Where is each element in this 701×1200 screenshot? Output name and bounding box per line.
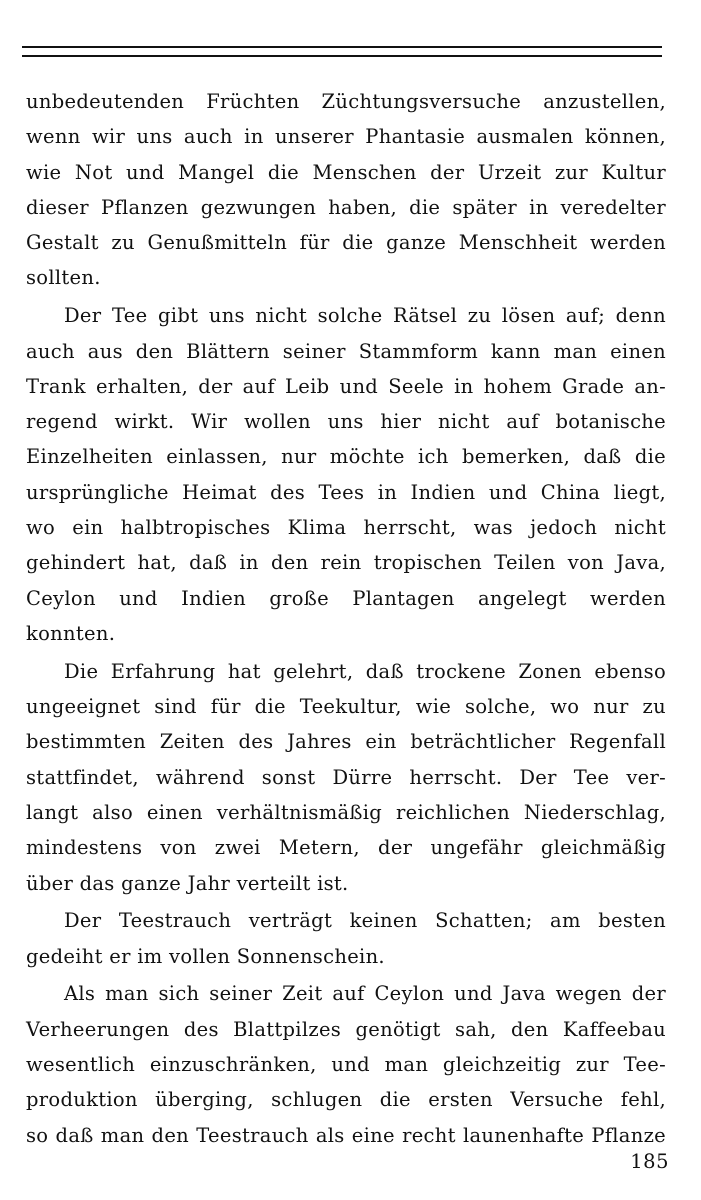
text-line: Ceylon und Indien große Plantagen angelegt werden — [26, 586, 666, 610]
text-line: produktion überging, schlugen die ersten Versuche fehl, — [26, 1088, 666, 1112]
header-rule-thin — [22, 55, 662, 57]
text-line: unbedeutenden Früchten Züchtungsversuche anzustellen, — [26, 90, 666, 113]
paragraph — [26, 84, 666, 296]
text-line: so daß man den Teestrauch als eine recht launenhafte Pflanze — [26, 1123, 666, 1147]
text-line: Verheerungen des Blattpilzes genötigt sah, den Kaffeebau — [26, 1017, 666, 1041]
text-line: Trank erhalten, der auf Leib und Seele in hohem Grade an- — [26, 374, 666, 398]
paragraph — [26, 976, 666, 1152]
text-line: wenn wir uns auch in unserer Phantasie ausmalen können, — [26, 125, 666, 149]
text-line: konnten. — [26, 621, 116, 645]
text-line: Die Erfahrung hat gelehrt, daß trockene Zonen ebenso — [64, 659, 666, 683]
text-line: wesentlich einzuschränken, und man gleichzeitig zur Tee- — [26, 1053, 666, 1077]
text-line: Der Tee gibt uns nicht solche Rätsel zu lösen auf; denn — [64, 304, 666, 328]
text-line: auch aus den Blättern seiner Stammform kann man einen — [26, 339, 666, 363]
text-line: ursprüngliche Heimat des Tees in Indien und China liegt, — [26, 480, 666, 504]
text-line: über das ganze Jahr verteilt ist. — [26, 871, 349, 895]
text-line: regend wirkt. Wir wollen uns hier nicht auf botanische — [26, 410, 666, 434]
text-line: bestimmten Zeiten des Jahres ein beträchtlicher Regenfall — [26, 730, 666, 754]
text-line: sollten. — [26, 266, 101, 290]
text-line: Der Teestrauch verträgt keinen Schatten; am besten — [64, 909, 666, 933]
text-line: ungeeignet sind für die Teekultur, wie solche, wo nur zu — [26, 695, 666, 719]
text-line: gehindert hat, daß in den rein tropischen Teilen von Java, — [26, 551, 666, 575]
paragraph — [26, 298, 666, 651]
paragraph — [26, 903, 666, 974]
text-line: wo ein halbtropisches Klima herrscht, was jedoch nicht — [26, 516, 666, 540]
text-line: mindestens von zwei Metern, der ungefähr gleichmäßig — [26, 836, 666, 860]
header-rule-thick — [22, 46, 662, 48]
text-line: stattfindet, während sonst Dürre herrscht. Der Tee ver- — [26, 765, 666, 789]
text-line: Gestalt zu Genußmitteln für die ganze Menschheit werden — [26, 231, 666, 255]
text-line: dieser Pflanzen gezwungen haben, die später in veredelter — [26, 195, 666, 219]
text-line: Als man sich seiner Zeit auf Ceylon und Java wegen der — [64, 982, 666, 1006]
text-line: langt also einen verhältnismäßig reichlichen Niederschlag, — [26, 800, 666, 824]
text-line: wie Not und Mangel die Menschen der Urzeit zur Kultur — [26, 160, 666, 184]
body-text — [26, 84, 666, 1153]
page-number: 185 — [630, 1150, 669, 1173]
text-line: gedeiht er im vollen Sonnenschein. — [26, 944, 385, 968]
text-line: Einzelheiten einlassen, nur möchte ich bemerken, daß die — [26, 445, 666, 469]
paragraph — [26, 654, 666, 901]
